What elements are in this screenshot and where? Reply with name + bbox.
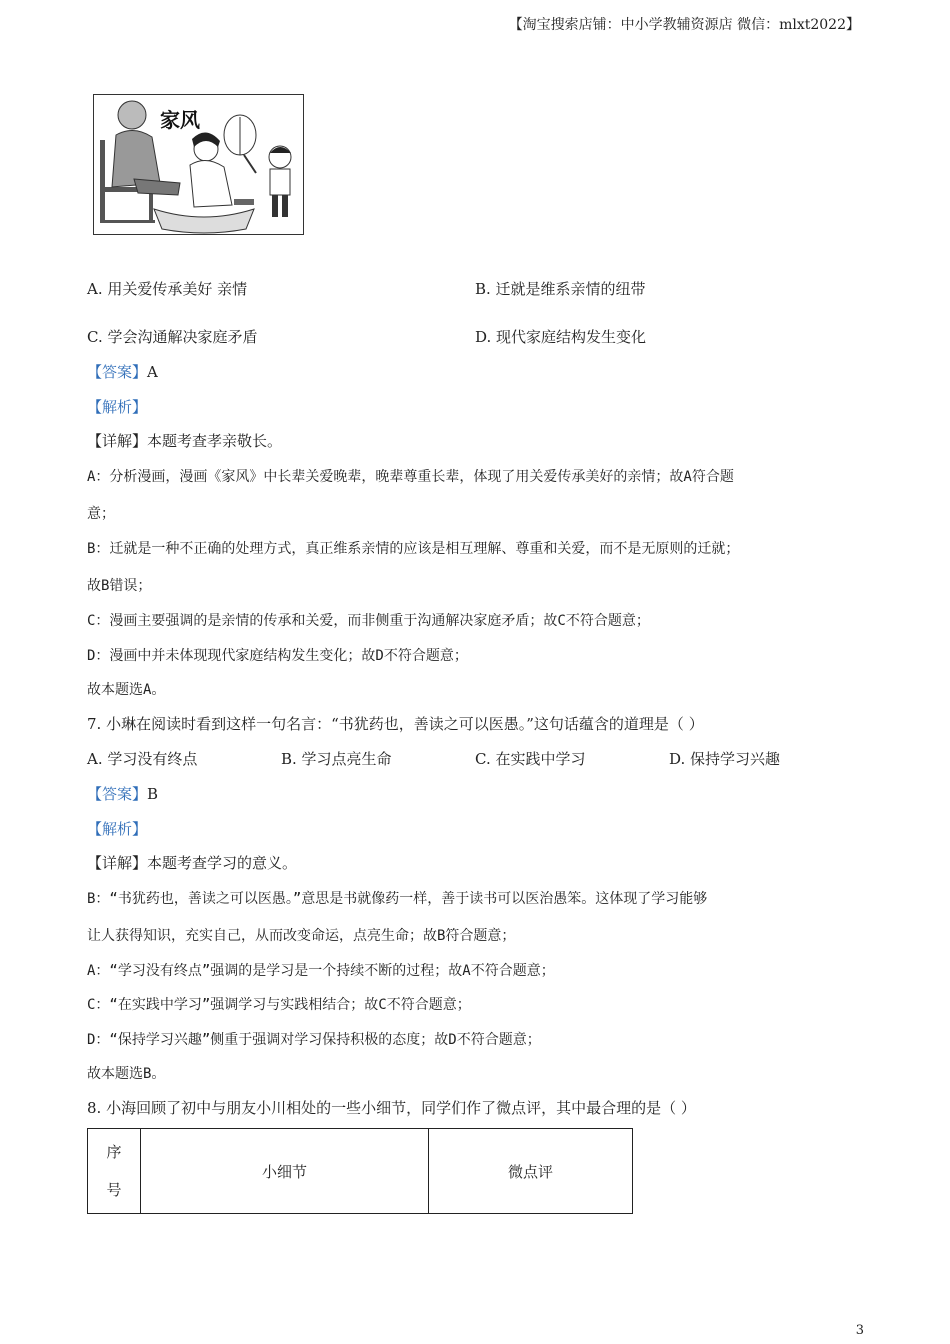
q7-option-d: D. 保持学习兴趣	[669, 750, 781, 768]
q6-option-d: D. 现代家庭结构发生变化	[475, 328, 647, 346]
q6-answer	[87, 361, 158, 382]
table-header-row	[88, 1129, 633, 1214]
grandmother-body	[112, 130, 160, 187]
answer-value: A	[147, 363, 158, 381]
family-cartoon-image	[93, 94, 304, 235]
cartoon-drawing	[94, 95, 303, 234]
chair-base	[100, 220, 155, 223]
page-header: 【淘宝搜索店铺：中小学教辅资源店 微信：mlxt2022】	[508, 17, 860, 33]
table-header-index: 序号	[88, 1129, 141, 1214]
q6-line-7: 故本题选A。	[87, 682, 166, 698]
q7-option-c: C. 在实践中学习	[475, 750, 586, 768]
grandmother-head	[118, 101, 146, 129]
q7-detail: 【详解】本题考查学习的意义。	[87, 854, 298, 872]
answer-value: B	[147, 785, 159, 803]
child-body	[270, 169, 290, 195]
stool	[234, 199, 254, 205]
chair-back	[100, 140, 105, 220]
q7-analysis-tag: 【解析】	[87, 820, 148, 838]
q6-line-2: 意；	[87, 506, 115, 522]
q7-answer	[87, 783, 158, 804]
q7-line-1: B：“书犹药也，善读之可以医愚。”意思是书就像药一样，善于读书可以医治愚笨。这体现了学习能够	[87, 891, 708, 907]
q7-line-4: C：“在实践中学习”强调学习与实践相结合；故C不符合题意；	[87, 997, 471, 1013]
q8-question: 8. 小海回顾了初中与朋友小川相处的一些小细节，同学们作了微点评，其中最合理的是（ ）	[87, 1099, 696, 1117]
table-header-comment: 微点评	[429, 1129, 633, 1214]
q7-line-6: 故本题选B。	[87, 1066, 166, 1082]
page-number: 3	[855, 1323, 864, 1338]
q7-line-5: D：“保持学习兴趣”侧重于强调对学习保持积极的态度；故D不符合题意；	[87, 1032, 541, 1048]
answer-tag: 【答案】	[87, 363, 148, 381]
q6-line-3: B：迁就是一种不正确的处理方式，真正维系亲情的应该是相互理解、尊重和关爱，而不是无原则的迁就；	[87, 541, 740, 557]
q6-line-4: 故B错误；	[87, 578, 152, 594]
mother-body	[190, 160, 232, 207]
q6-line-6: D：漫画中并未体现现代家庭结构发生变化；故D不符合题意；	[87, 648, 468, 664]
q6-option-c: C. 学会沟通解决家庭矛盾	[87, 328, 258, 346]
q7-question: 7. 小琳在阅读时看到这样一句名言：“书犹药也，善读之可以医愚。”这句话蕴含的道理是（ ）	[87, 715, 704, 733]
q8-table	[87, 1128, 633, 1214]
q6-analysis-tag: 【解析】	[87, 398, 148, 416]
q7-line-3: A：“学习没有终点”强调的是学习是一个持续不断的过程；故A不符合题意；	[87, 963, 555, 979]
grandmother-legs	[134, 179, 180, 195]
basin	[154, 209, 254, 233]
q7-option-b: B. 学习点亮生命	[281, 750, 392, 768]
q7-option-a: A. 学习没有终点	[87, 750, 198, 768]
q6-detail: 【详解】本题考查孝亲敬长。	[87, 432, 283, 450]
q6-line-1: A：分析漫画，漫画《家风》中长辈关爱晚辈，晚辈尊重长辈，体现了用关爱传承美好的亲情；故A符合题	[87, 469, 734, 485]
fan-handle	[244, 155, 256, 173]
q6-line-5: C：漫画主要强调的是亲情的传承和关爱，而非侧重于沟通解决家庭矛盾；故C不符合题意；	[87, 613, 650, 629]
answer-tag: 【答案】	[87, 785, 148, 803]
child-leg-left	[272, 195, 278, 217]
child-leg-right	[282, 195, 288, 217]
cartoon-caption: 家风	[160, 108, 200, 132]
q6-option-b: B. 迁就是维系亲情的纽带	[475, 280, 646, 298]
table-header-detail: 小细节	[141, 1129, 429, 1214]
q7-line-2: 让人获得知识，充实自己，从而改变命运，点亮生命；故B符合题意；	[87, 928, 516, 944]
q6-option-a: A. 用关爱传承美好 亲情	[87, 280, 248, 298]
